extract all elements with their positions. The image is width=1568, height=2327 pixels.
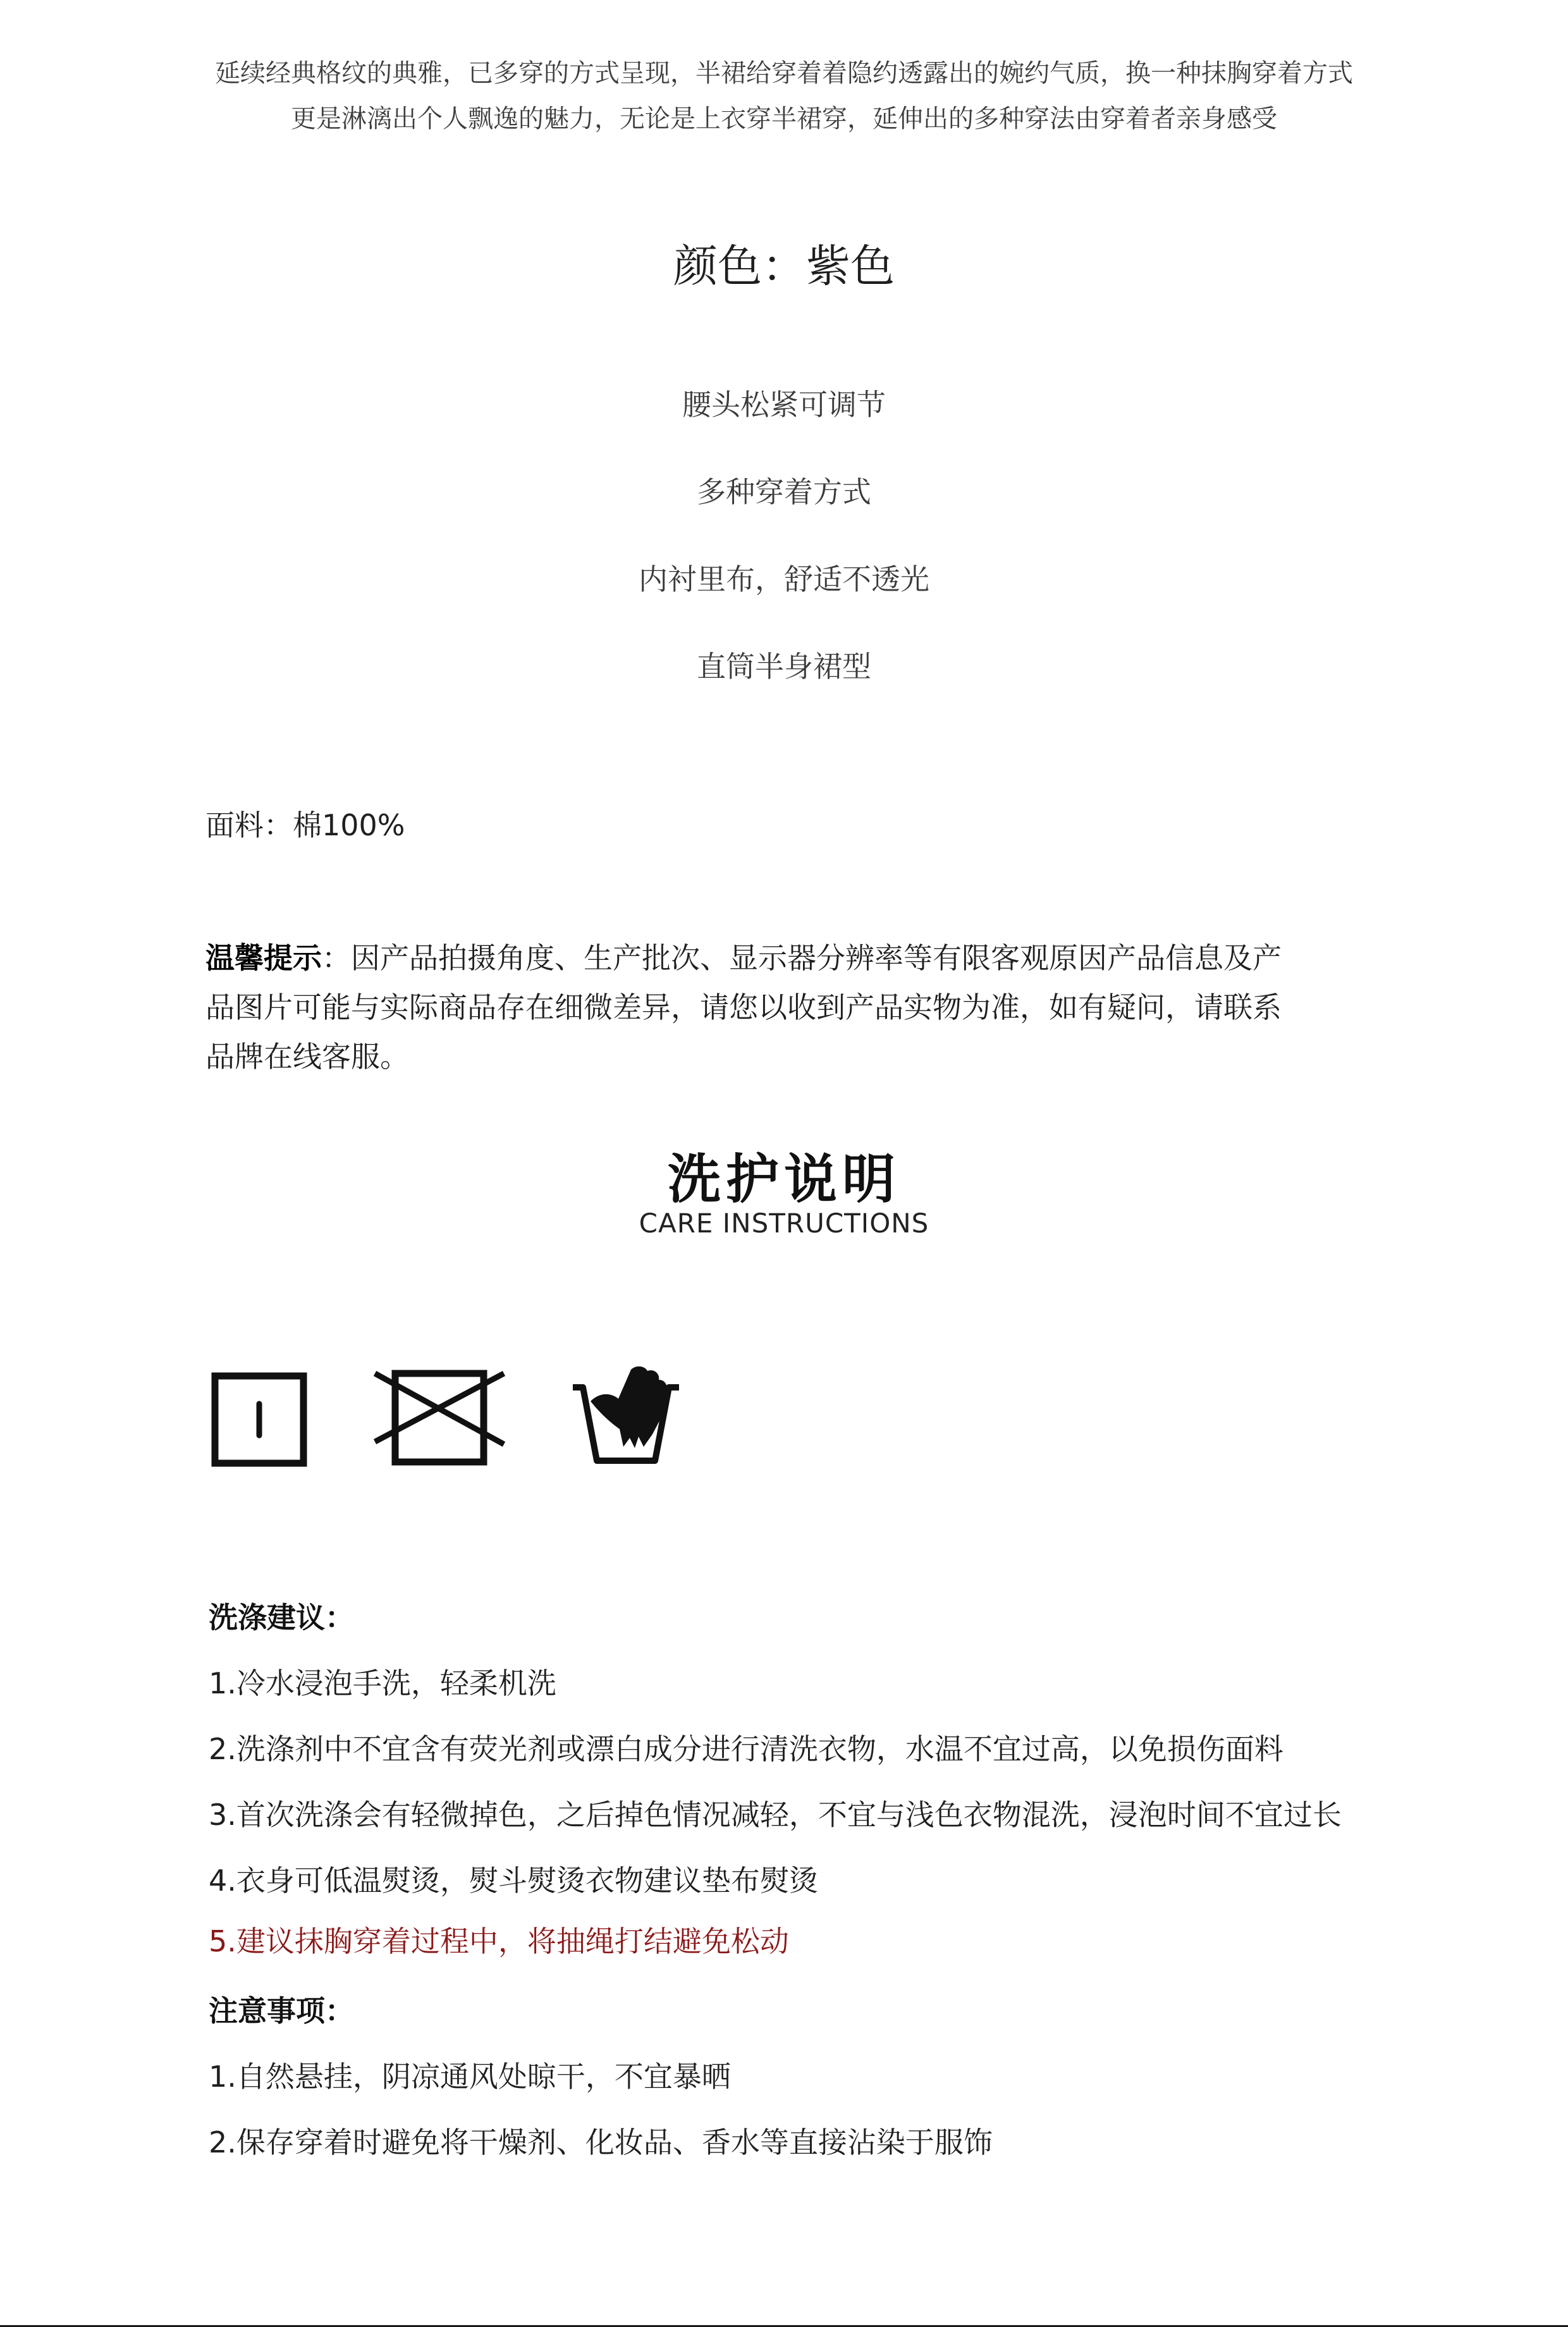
feature-item: 腰头松紧可调节: [682, 388, 886, 422]
attention-heading: 注意事项：: [209, 1994, 354, 2028]
attention-item: 2.保存穿着时避免将干燥剂、化妆品、香水等直接沾染于服饰: [209, 2125, 993, 2159]
notice-label: 温馨提示: [205, 941, 322, 975]
care-title-en: CARE INSTRUCTIONS: [639, 1208, 929, 1239]
intro-line-1: 延续经典格纹的典雅，已多穿的方式呈现，半裙给穿着着隐约透露出的婉约气质，换一种抹胸穿着方式: [215, 59, 1353, 88]
washing-item: 3.首次洗涤会有轻微掉色，之后掉色情况减轻，不宜与浅色衣物混洗，浸泡时间不宜过长: [209, 1798, 1342, 1832]
washing-heading: 洗涤建议：: [209, 1600, 354, 1635]
washing-item: 1.冷水浸泡手洗，轻柔机洗: [209, 1666, 556, 1700]
notice-paragraph: [205, 933, 1407, 1081]
notice-line-2: 品图片可能与实际商品存在细微差异，请您以收到产品实物为准，如有疑问，请联系: [205, 990, 1282, 1024]
hand-wash-icon: [569, 1360, 683, 1467]
feature-item: 多种穿着方式: [697, 475, 871, 509]
intro-line-2: 更是淋漓出个人飘逸的魅力，无论是上衣穿半裙穿，延伸出的多种穿法由穿着者亲身感受: [291, 104, 1277, 133]
washing-item: 2.洗涤剂中不宜含有荧光剂或漂白成分进行清洗衣物，水温不宜过高，以免损伤面料: [209, 1732, 1283, 1766]
attention-item: 1.自然悬挂，阴凉通风处晾干，不宜暴晒: [209, 2060, 731, 2094]
feature-item: 内衬里布，舒适不透光: [639, 562, 929, 596]
washing-item-highlight: 5.建议抹胸穿着过程中，将抽绳打结避免松动: [209, 1924, 789, 1958]
do-not-tumble-dry-icon: [370, 1360, 509, 1467]
notice-line-3: 品牌在线客服。: [205, 1040, 409, 1074]
notice-line-1: 温馨提示：因产品拍摄角度、生产批次、显示器分辨率等有限客观原因产品信息及产: [205, 941, 1282, 975]
feature-item: 直筒半身裙型: [697, 649, 871, 684]
care-title-cn: 洗护说明: [667, 1148, 900, 1210]
color-label: 颜色：紫色: [673, 240, 895, 292]
line-dry-icon: [209, 1360, 316, 1467]
fabric-info: 面料：棉100%: [205, 808, 405, 842]
washing-item: 4.衣身可低温熨烫，熨斗熨烫衣物建议垫布熨烫: [209, 1863, 818, 1898]
